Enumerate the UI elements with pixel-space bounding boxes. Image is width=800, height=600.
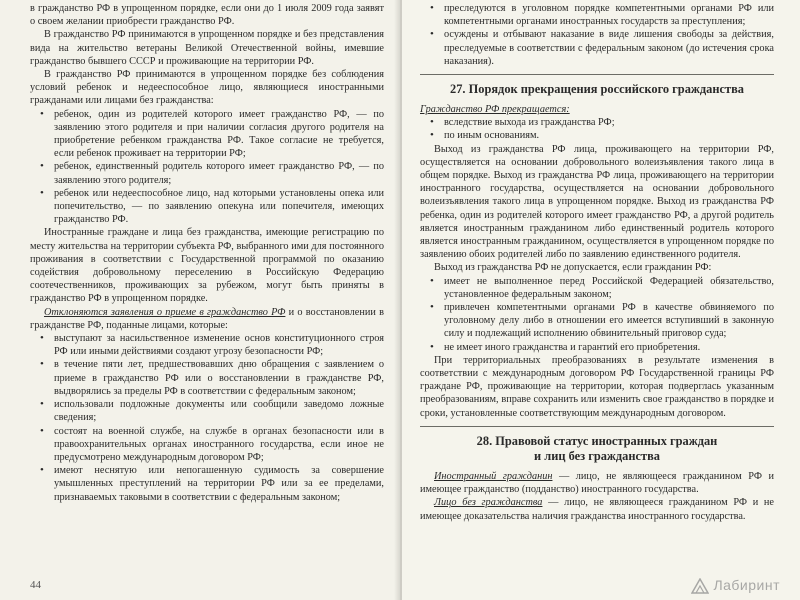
section-heading: 27. Порядок прекращения российского гражданства: [450, 82, 744, 97]
list-item: • привлечен компетентными органами РФ в качестве обвиняемого по уголовному делу либо в отношении его имеется вступивший в законную силу и подлежащий исполнению обвинительный приговор суда;: [430, 301, 774, 340]
list-item: • по иным основаниям.: [430, 129, 540, 142]
list-item: • преследуются в уголовном порядке компетентными органами РФ или компетентными органами иностранных государств за преступления;: [430, 2, 774, 28]
watermark-logo: Лабиринт: [691, 578, 780, 594]
paragraph: При территориальных преобразованиях в результате изменения в соответствии с международным договором РФ Государственной границы РФ граждане РФ, проживающие на территории, которая подверглась указанным преобразованиям, вправе сохранить или изменить свое гражданство в порядке и сроки, установленные соответствующим международным договором.: [420, 354, 774, 419]
paragraph: Иностранные граждане и лица без гражданства, имеющие регистрацию по месту жительства на территории субъекта РФ, выбранного ими для постоянного проживания в соответствии с Государственной программой по оказанию содействия добровольному переселению в Российскую Федерацию соотечественников, проживающих за рубежом, могут быть приняты в гражданство РФ в упрощенном порядке.: [30, 227, 384, 305]
bullet-icon: •: [40, 186, 44, 199]
section-divider: [420, 426, 774, 427]
right-page: [402, 0, 800, 600]
list-item: • вследствие выхода из гражданства РФ;: [430, 116, 615, 129]
bullet-icon: •: [430, 274, 434, 287]
list-item: • выступают за насильственное изменение основ конституционного строя РФ или иными действиями создают угрозу безопасности РФ;: [40, 332, 384, 358]
bullet-icon: •: [430, 116, 434, 129]
paragraph: Выход из гражданства РФ лица, проживающего на территории РФ, осуществляется на основании добровольного волеизъявления такого лица в общем порядке. Выход из гражданства РФ лица, проживающего на территории иностранного государства, осуществляется на основании добровольного волеизъявления такого лица в упрощенном порядке. Выход из гражданства РФ ребенка, один из родителей которого имеет гражданство РФ, а другой родитель является иностранным гражданином либо единственный родитель которого является иностранным гражданином, осуществляется в упрощенном порядке по заявлению обоих родителей либо по заявлению единственного родителя.: [420, 143, 774, 261]
paragraph: В гражданство РФ принимаются в упрощенном порядке и без представления вида на жительство ветераны Великой Отечественной войны, имевшие гражданство бывшего СССР и проживающие на территории РФ.: [30, 29, 384, 67]
list-item: • осуждены и отбывают наказание в виде лишения свободы за действия, преследуемые в соответствии с федеральным законом (до истечения срока наказания).: [430, 28, 774, 67]
left-page: [0, 0, 398, 600]
bullet-list: [420, 275, 774, 354]
bullet-icon: •: [40, 358, 44, 371]
bullet-icon: •: [430, 129, 434, 142]
list-item: • имеет не выполненное перед Российской Федерацией обязательство, установленное федеральным законом;: [430, 274, 774, 300]
list-item: • не имеет иного гражданства и гарантий его приобретения.: [430, 340, 701, 353]
term: Лицо без гражданства: [434, 497, 543, 509]
list-item: • состоят на военной службе, на службе в органах безопасности или в правоохранительных органах иностранного государства, если иное не предусмотрено международным договором РФ;: [40, 424, 384, 463]
bullet-list: [30, 332, 384, 504]
definition: Иностранный гражданин — лицо, не являющееся гражданином РФ и имеющее гражданство (подданство) иностранного государства.: [420, 470, 774, 496]
bullet-list: [420, 116, 774, 142]
list-item: • ребенок или недееспособное лицо, над которыми установлены опека или попечительство, — по заявлению опекуна или попечителя, имеющих гражданство РФ.: [40, 186, 384, 226]
list-item: • ребенок, один из родителей которого имеет гражданство РФ, — по заявлению этого родителя и при наличии согласия другого родителя на приобретение ребенком гражданства РФ. Такое согласие не требуется, если ребенок проживает на территории РФ;: [40, 107, 384, 160]
emphasis: Отклоняются заявления о приеме в гражданство РФ: [44, 306, 286, 318]
bullet-icon: •: [40, 398, 44, 411]
labyrinth-logo-icon: [691, 578, 709, 594]
section-heading: 28. Правовой статус иностранных граждан и лиц без гражданства: [476, 433, 718, 463]
list-item: • использовали подложные документы или сообщили заведомо ложные сведения;: [40, 398, 384, 424]
paragraph: Отклоняются заявления о приеме в гражданство РФ и о восстановлении в гражданстве РФ, поданные лицами, которые:: [30, 306, 384, 331]
bullet-icon: •: [430, 28, 434, 41]
bullet-icon: •: [430, 2, 434, 14]
bullet-icon: •: [40, 464, 44, 477]
page-number: 44: [30, 578, 41, 591]
bullet-icon: •: [40, 332, 44, 345]
bullet-list: [420, 2, 774, 68]
paragraph: В гражданство РФ принимаются в упрощенном порядке без соблюдения условий ребенок и недееспособное лицо, являющиеся иностранными гражданами или лицами без гражданства:: [30, 69, 384, 107]
list-item: • ребенок, единственный родитель которого имеет гражданство РФ, — по заявлению этого родителя;: [40, 160, 384, 186]
list-item: • в течение пяти лет, предшествовавших дню обращения с заявлением о приеме в гражданство РФ или о восстановлении в гражданстве РФ, выдворялись за пределы РФ в соответствии с федеральным законом;: [40, 358, 384, 397]
term: Иностранный гражданин: [434, 470, 553, 482]
bullet-icon: •: [40, 160, 44, 173]
emphasis: Гражданство РФ прекращается:: [420, 104, 570, 116]
paragraph: в гражданство РФ в упрощенном порядке, если они до 1 июля 2009 года заявят о своем желании приобрести гражданство РФ.: [30, 3, 384, 28]
bullet-icon: •: [430, 301, 434, 314]
bullet-icon: •: [40, 107, 44, 120]
bullet-icon: •: [40, 424, 44, 437]
bullet-icon: •: [430, 340, 434, 353]
list-item: • имеют неснятую или непогашенную судимость за совершение умышленных преступлений на территории РФ или за ее пределами, признаваемых таковыми в соответствии с федеральным законом;: [40, 464, 384, 503]
paragraph: Выход из гражданства РФ не допускается, если гражданин РФ:: [434, 262, 712, 274]
bullet-list: [30, 108, 384, 227]
section-divider: [420, 74, 774, 75]
definition: Лицо без гражданства — лицо, не являющееся гражданином РФ и не имеющее доказательства наличия гражданства иностранного государства.: [420, 497, 774, 522]
